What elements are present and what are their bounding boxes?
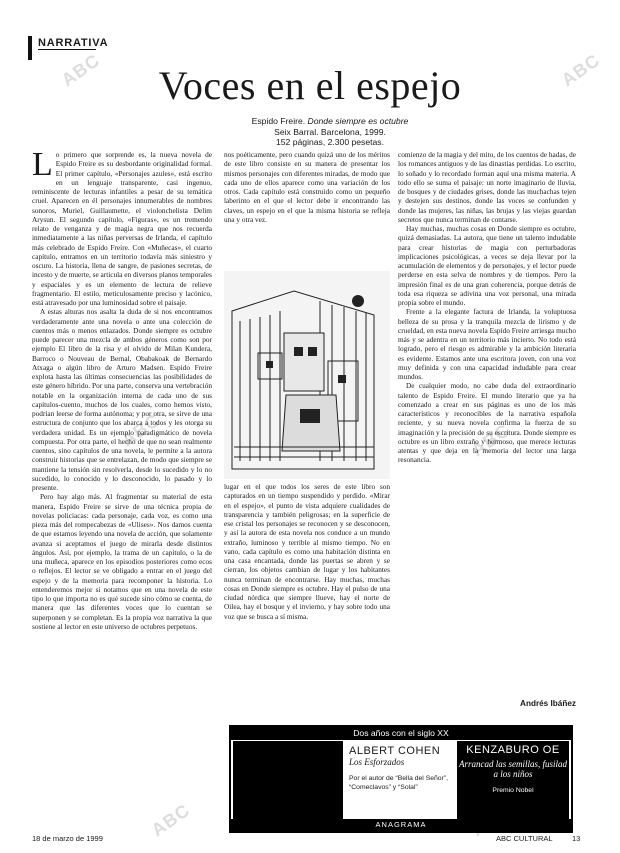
article-column-1 xyxy=(32,150,212,840)
watermark-logo: ABC xyxy=(467,419,514,461)
ad-left-note: Por el autor de “Bella del Señor”, “Comeclavos” y “Solal” xyxy=(349,775,448,791)
illustration xyxy=(224,271,390,479)
ad-left-title: Los Esforzados xyxy=(349,757,405,767)
watermark-logo: ABC xyxy=(57,49,104,91)
drop-cap: L xyxy=(32,150,53,183)
article-author: Andrés Ibáñez xyxy=(520,699,576,708)
ad-publisher: ANAGRAMA xyxy=(231,819,571,831)
ad-right-title: Arrancad las semillas, fusilad a los niños xyxy=(458,759,567,779)
footer-date: 18 de marzo de 1999 xyxy=(32,834,103,843)
paragraph: Frente a la elegante factura de Irlanda, la voluptuosa belleza de su prosa y la tranquila mezcla de lirismo y de crueldad, en esta nueva novela Espido Freire arriesga mucho más y se adentra en un territorio más incierto. No todo está logrado, pero el riesgo es admirable y la ambición literaria es evidente. Estamos ante una escritora joven, con una voz muy definida y con una capacidad indudable para crear mundos. xyxy=(398,307,576,381)
credit-book-title: Donde siempre es octubre xyxy=(307,116,409,126)
ad-right-block xyxy=(457,741,569,819)
watermark-logo: ABC xyxy=(557,49,604,91)
watermark-logo: ABC xyxy=(117,409,164,451)
paragraph: Pero hay algo más. Al fragmentar su material de esta manera, Espido Freire se sirve de una técnica propia de novelas policiacas: cada personaje, cada voz, es como una pieza más del rompecabezas de «Ulises». Nos damos cuenta de que estamos leyendo una novela de acción, que solamente avanza si aceptamos el juego de mirarla desde distintos ángulos. Así, por ejemplo, la trama de un capítulo, o la de una muñeca, aparece en los episodios posteriores como ecos o reflejos. El lector se ve obligado a entrar en el juego del espejo y de la memoria para recomponer la historia. Lo entenderemos mejor si notamos que en una novela de este tipo lo que importa no es qué sucede sino cómo se cuenta, de manera que las diferentes voces que lo cuentan se superponen y se completan. Es la propia voz narrativa la que sostiene al lector en este universo de octubres perpetuos. xyxy=(32,492,212,631)
section-marker xyxy=(28,36,32,60)
ad-left-author: ALBERT COHEN xyxy=(349,745,441,757)
credit-pages: 152 páginas, 2.300 pesetas. xyxy=(276,137,384,148)
paragraph: nos poéticamente, pero cuando quizá uno de los méritos de este libro consiste en su manera de presentar los mismos personajes con diferentes miradas, de modo que cada uno de ellos aparece como una variación de los otros. Cada capítulo está construido como un pequeño laberinto en el que el lector debe ir encontrando las claves, un espejo en el que la misma historia se refleja una y otra vez. xyxy=(224,150,390,224)
watermark-logo: ABC xyxy=(147,799,194,841)
ad-book-cover-left xyxy=(233,741,343,819)
paragraph: comienzo de la magia y del mito, de los cuentos de hadas, de los romances antiguos y de las dinastías perdidas. Lo escrito, lo soñado y lo recordado forman aquí una misma materia. A todo ello se suma el paisaje: un norte imaginario de lluvia, de bosques y de ciudades grises, donde las muchachas tejen y destejen sus destinos, donde las voces se confunden y donde las mujeres, las niñas, las brujas y las viejas guardan secretos que nunca terminan de contarse. xyxy=(398,150,576,224)
paragraph: De cualquier modo, no cabe duda del extraordinario talento de Espido Freire. El mundo literario que ya ha comenzado a crear en sus páginas es uno de los más característicos y reconocibles de la narrativa española reciente, y su nueva novela confirma la fuerza de su imaginación y la precisión de su escritura. Donde siempre es octubre es un libro extraño y hermoso, que merece lecturas atentas y que deja en la memoria del lector una larga resonancia. xyxy=(398,381,576,465)
section-label: NARRATIVA xyxy=(38,37,109,49)
article-column-2-top xyxy=(224,150,390,268)
ad-header: Dos años con el siglo XX xyxy=(231,727,571,740)
credit-publisher: Seix Barral. Barcelona, 1999. xyxy=(274,126,386,137)
footer-publication: ABC CULTURAL xyxy=(496,834,553,843)
page-title: Voces en el espejo xyxy=(158,63,462,108)
paragraph: o primero que sorprende es, la nueva novela de Espido Freire es su desbordante originalidad formal. El primer capítulo, «Personajes azules», está escrito en un lenguaje transparente, casi ingenuo, reminiscente de lecturas infantiles a pesar de su temática cruel. Aparecen en él personajes innumerables de nombres sonoros, Muriel, Guillaumette, el violonchelista Delim Arysun. El segundo capítulo, «Figuras», es un tremendo relato de venganza y de magia negra que nos recuerda inmediatamente a las niñas perversas de Irlanda, el capítulo más celebrado de Espido Freire. Con «Muñecas», el cuarto capítulo, entramos en un territorio todavía más siniestro y oscuro. La historia, llena de sangre, de pasiones secretas, de incesto y de muerte, se articula en diversos planos temporales y espaciales y es un elemento de lectura de relieve fragmentario. El estilo, meticulosamente preciso y lacónico, está atravesado por una luminosidad sobre el paisaje. xyxy=(32,150,212,307)
page-number: 13 xyxy=(572,834,581,843)
article-column-2-bottom xyxy=(224,482,390,732)
credit-author: Espido Freire. xyxy=(251,116,306,126)
ink-drawing-illustration xyxy=(224,271,390,479)
advertisement[interactable] xyxy=(229,725,573,833)
paragraph: Hay muchas, muchas cosas en Donde siempre es octubre, quizá demasiadas. La autora, que tiene un talento indudable para crear historias de magia con perturbadoras implicaciones psicológicas, a veces se deja llevar por la acumulación de elementos y de personajes, y el lector puede perderse en esta selva de nombres y de tiempos. Pero la impresión final es de una gran coherencia, porque detrás de toda esa riqueza se adivina una voz personal, una mirada propia sobre el mundo. xyxy=(398,224,576,307)
book-credits xyxy=(200,116,460,148)
ad-right-note: Premio Nobel xyxy=(492,787,534,794)
ad-left-block xyxy=(349,745,449,792)
paragraph: A estas alturas nos asalta la duda de si nos encontramos verdaderamente ante una novela o ante una colección de cuentos más o menos enlazados. Donde siempre es octubre puede parecer una mezcla de ambos géneros como son por ejemplo El libro de la risa y el olvido de Milan Kundera, Barroco o Nouveau de Bernal, Obabakoak de Bernardo Atxaga o algún libro de Arturo Madsen. Espido Freire explota hasta las últimas consecuencias las posibilidades de este género híbrido. Por una parte, conserva una vertebración notable en la organización interna de cada uno de sus capítulos-cuento, muchos de los cuales, como hemos visto, podrían leerse de forma autónoma; y por otra, se sirve de una estructura de conjunto que los abarca a todos y les otorga su verdadera unidad. Es un ejemplo paradigmático de novela compuesta. Por otra parte, el hecho de que no sean realmente cuentos, sino capítulos de una novela, le permite a la autora construir historias que se entrelazan, de modo que siempre se mantiene la tensión sin resolverla, desde lo sucedido y lo no sucedido, lo conocido y lo desconocido, lo pasado y lo presente. xyxy=(32,307,212,492)
ad-right-author: KENZABURO OE xyxy=(466,744,560,756)
paragraph: lugar en el que todos los seres de este libro son capturados en un tiempo suspendido y perdido. «Mirar en el espejo», el punto de vista adquiere cualidades de transparencia y también peligrosas; en la superficie de ese cristal los personajes se reconocen y se desconocen, y así la autora de esta novela nos conduce a un mundo extraño, luminoso y terrible al mismo tiempo. No en vano, cada capítulo es como una habitación distinta en una casa encantada, donde las puertas se abren y se cierran, los objetos cambian de lugar y los habitantes nunca terminan de encontrarse. Hay muchas, muchas cosas en Donde siempre es octubre. Hay el pulso de una ciudad nórdica que siempre llueve, hay el norte de Oilea, hay el bosque y el invierno, y hay sobre todo una voz que se busca a sí misma. xyxy=(224,482,390,621)
article-column-3 xyxy=(398,150,576,690)
section-rule xyxy=(38,49,96,50)
